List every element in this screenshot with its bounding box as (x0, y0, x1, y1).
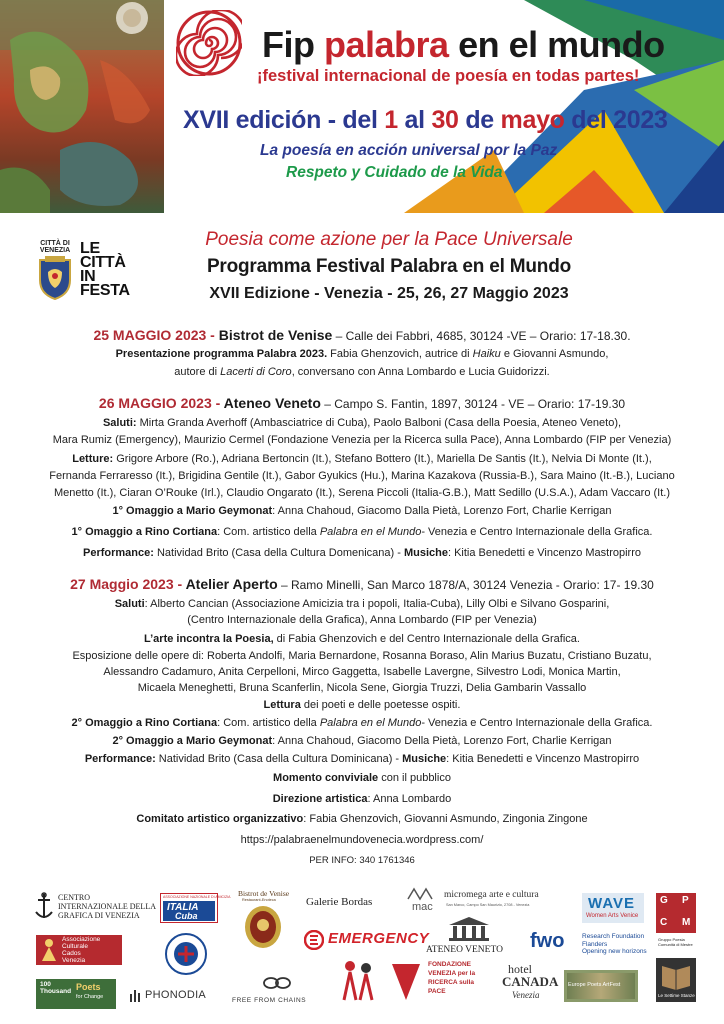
festa-citta: CITTÀ (80, 254, 126, 271)
fwo-logo: fwo Research Foundation Flanders Opening new horizons (530, 930, 647, 955)
bars-icon (130, 990, 142, 1002)
tagline-peace: La poesía en acción universal por la Paz (260, 142, 558, 159)
edition-line: XVII edición - del 1 al 30 de mayo del 2023 (183, 106, 668, 134)
painting-image (0, 0, 164, 213)
venezia-label: VENEZIA (39, 247, 71, 254)
day3-header: 27 Maggio 2023 - Atelier Aperto – Ramo Minelli, San Marco 1878/A, 30124 Venezia - Orario: 17- 19.30 (70, 576, 654, 592)
day1-line2: autore di Lacerti di Coro, conversano con Anna Lombardo e Lucia Guidorizzi. (174, 366, 550, 378)
day2-letture-2: Fernanda Ferraresso (It.), Brigidina Gentile (It.), Gabor Gyukics (Hu.), Marina Kazakova (Russia-B.), Sara Maino (It.-B.), Luciano (49, 470, 675, 482)
phonodia-logo: PHONODIA (130, 988, 220, 1004)
wave-logo: WAVE Women Arts Venice (582, 893, 644, 923)
direzione-artistica: Direzione artistica: Anna Lombardo (272, 793, 452, 805)
day3-momento: Momento conviviale con il pubblico (273, 772, 451, 784)
day3-performance: Performance: Natividad Brito (Casa della Cultura Dominicana) - Musiche: Kitia Benedetti e Vincenzo Mastropirro (84, 753, 640, 765)
cados-figure-icon (39, 937, 59, 963)
free-from-chains-logo: FREE FROM CHAINS (232, 973, 324, 1007)
book-icon (656, 958, 696, 992)
citta-di-label: CITTÀ DI (40, 240, 70, 247)
day3-arte: L’arte incontra la Poesia, di Fabia Ghenzovich e del Centro Internazionale della Grafica. (144, 633, 580, 645)
bistrot-logo: Bistrot de Venise Restaurant-Enoteca (236, 889, 290, 955)
day2-performance: Performance: Natividad Brito (Casa della Cultura Domenicana) - Musiche: Kitia Benedetti e Vincenzo Mastropirro (82, 547, 641, 559)
day3-espo-3: Micaela Meneghetti, Bruna Scanferlin, Nicola Sene, Giorgia Truzzi, Delia Gambarin Vassallo (137, 682, 587, 694)
italian-title: Poesia come azione per la Pace Universale (205, 229, 573, 250)
program-title: Programma Festival Palabra en el Mundo (206, 256, 572, 277)
chain-icon (262, 973, 292, 993)
day3-omaggio-geymonat: 2° Omaggio a Mario Geymonat: Anna Chahoud, Giacomo Della Pietà, Lorenzo Fort, Charlie Kerrigan (112, 735, 612, 747)
day2-omaggio-geymonat: 1° Omaggio a Mario Geymonat: Anna Chahoud, Giacomo Dalla Pietà, Lorenzo Fort, Charlie Kerrigan (112, 505, 612, 517)
day2-saluti-2: Mara Rumiz (Emergency), Maurizio Cermel (Fondazione Venezia per la Ricerca sulla Pace), Anna Lombardo (FIP per Venezia) (52, 434, 672, 446)
day3-omaggio-cortiana: 2° Omaggio a Rino Cortiana: Com. artistico della Palabra en el Mundo- Venezia e Centro Internazionale della Grafica. (71, 717, 653, 729)
spiral-logo-icon (176, 10, 242, 76)
europe-poets-artfest-logo: Europe Poets ArtFest (564, 970, 638, 1002)
day2-omaggio-cortiana: 1° Omaggio a Rino Cortiana: Com. artistico della Palabra en el Mundo- Venezia e Centro Internazionale della Grafica. (71, 526, 653, 538)
galerie-bordas-logo: Galerie Bordas (306, 896, 373, 908)
day3-espo-2: Alessandro Cadamuro, Anita Cerpelloni, Mirco Gaggetta, Isabelle Lavergne, Silvestro Lodi, Monica Martin, (103, 666, 621, 678)
le-settime-stanze-logo: Le Settime Stanze (656, 958, 696, 1002)
info-phone: PER INFO: 340 1761346 (309, 855, 415, 866)
website-link[interactable]: https://palabraenelmundovenecia.wordpress.com/ (240, 834, 484, 846)
day2-letture-1: Letture: Grigore Arbore (Ro.), Adriana Bertoncin (It.), Stefano Bottero (It.), Mariella De Santis (It.), Nelvia Di Monte (It.), (72, 453, 652, 465)
festival-subtitle: ¡festival internacional de poesía en todas partes! (257, 67, 640, 85)
tagline-life: Respeto y Cuidado de la Vida (286, 164, 503, 181)
micromega-logo: mac micromega arte e cultura San Marco, Campo San Maurizio, 2708 - Venezia (406, 887, 570, 917)
festival-title: Fip palabra en el mundo (262, 24, 665, 65)
day2-letture-3: Menetto (It.), Ciaran O’Rouke (Irl.), Claudio Ongarato (It.), Serena Piccoli (Italia-G.B.), Matt Sedillo (U.S.A.), Adam Vaccaro (It.) (54, 487, 670, 499)
day3-espo-1: Esposizione delle opere di: Roberta Andolfi, Maria Bernardone, Rosanna Boraso, Alin Marius Buzatu, Cristiano Buzatu, (72, 650, 652, 662)
peace-mark-icon (388, 960, 424, 1004)
day1-header: 25 MAGGIO 2023 - Bistrot de Venise – Calle dei Fabbri, 4685, 30124 -VE – Orario: 17-18.30. (93, 327, 631, 343)
day2-saluti-1: Saluti: Mirta Granda Averhoff (Ambasciatrice di Cuba), Paolo Balboni (Casa della Poesia, Ateneo Veneto), (102, 417, 622, 429)
comitato-organizzativo: Comitato artistico organizzativo: Fabia Ghenzovich, Giovanni Asmundo, Zingonia Zingone (136, 813, 588, 825)
cig-logo: CENTRO INTERNAZIONALE DELLA GRAFICA DI VENEZIA (34, 890, 156, 924)
100-thousand-poets-logo: 100 Thousand Poets for Change (36, 979, 116, 1009)
anchor-icon (34, 892, 54, 922)
gpcm-logo: G P C M Gruppo Poesia Comunità di Mestre (656, 893, 696, 953)
dancers-logo-icon (334, 956, 382, 1004)
day3-saluti-2: (Centro Internazionale della Grafica), Anna Lombardo (FIP per Venezia) (187, 614, 537, 626)
italia-cuba-logo: ASSOCIAZIONE NAZIONALE DI AMICIZIA ITALIA Cuba (160, 893, 218, 923)
bistrot-crest-icon (243, 905, 283, 949)
festa-in: IN (80, 268, 96, 285)
edition-venue-line: XVII Edizione - Venezia - 25, 26, 27 Maggio 2023 (209, 285, 569, 302)
header-banner (0, 0, 724, 213)
day3-saluti-1: Saluti: Alberto Cancian (Associazione Amicizia tra i popoli, Italia-Cuba), Lilly Olbi e Silvano Gosparini, (114, 598, 610, 610)
fondazione-venezia-pace-logo: FONDAZIONE VENEZIA per la RICERCA sulla PACE (388, 958, 488, 1008)
hotel-canada-logo: hotel CANADA Venezia (502, 962, 559, 1000)
circular-seal-logo-icon (164, 932, 208, 976)
emergency-e-icon (304, 930, 324, 950)
day3-lettura: Lettura dei poeti e delle poetesse ospiti. (263, 699, 461, 711)
ateneo-veneto-logo: ATENEO VENETO (426, 916, 512, 958)
day1-line1: Presentazione programma Palabra 2023. Fabia Ghenzovich, autrice di Haiku e Giovanni Asmundo, (115, 348, 609, 360)
cados-logo: Associazione Culturale Cados Venezia (36, 935, 122, 965)
festa-festa: FESTA (80, 282, 130, 299)
temple-icon (447, 916, 491, 942)
festa-le: LE (80, 240, 100, 257)
day2-header: 26 MAGGIO 2023 - Ateneo Veneto – Campo S. Fantin, 1897, 30124 - VE – Orario: 17-19.30 (98, 395, 626, 411)
emergency-logo: EMERGENCY (304, 927, 424, 953)
